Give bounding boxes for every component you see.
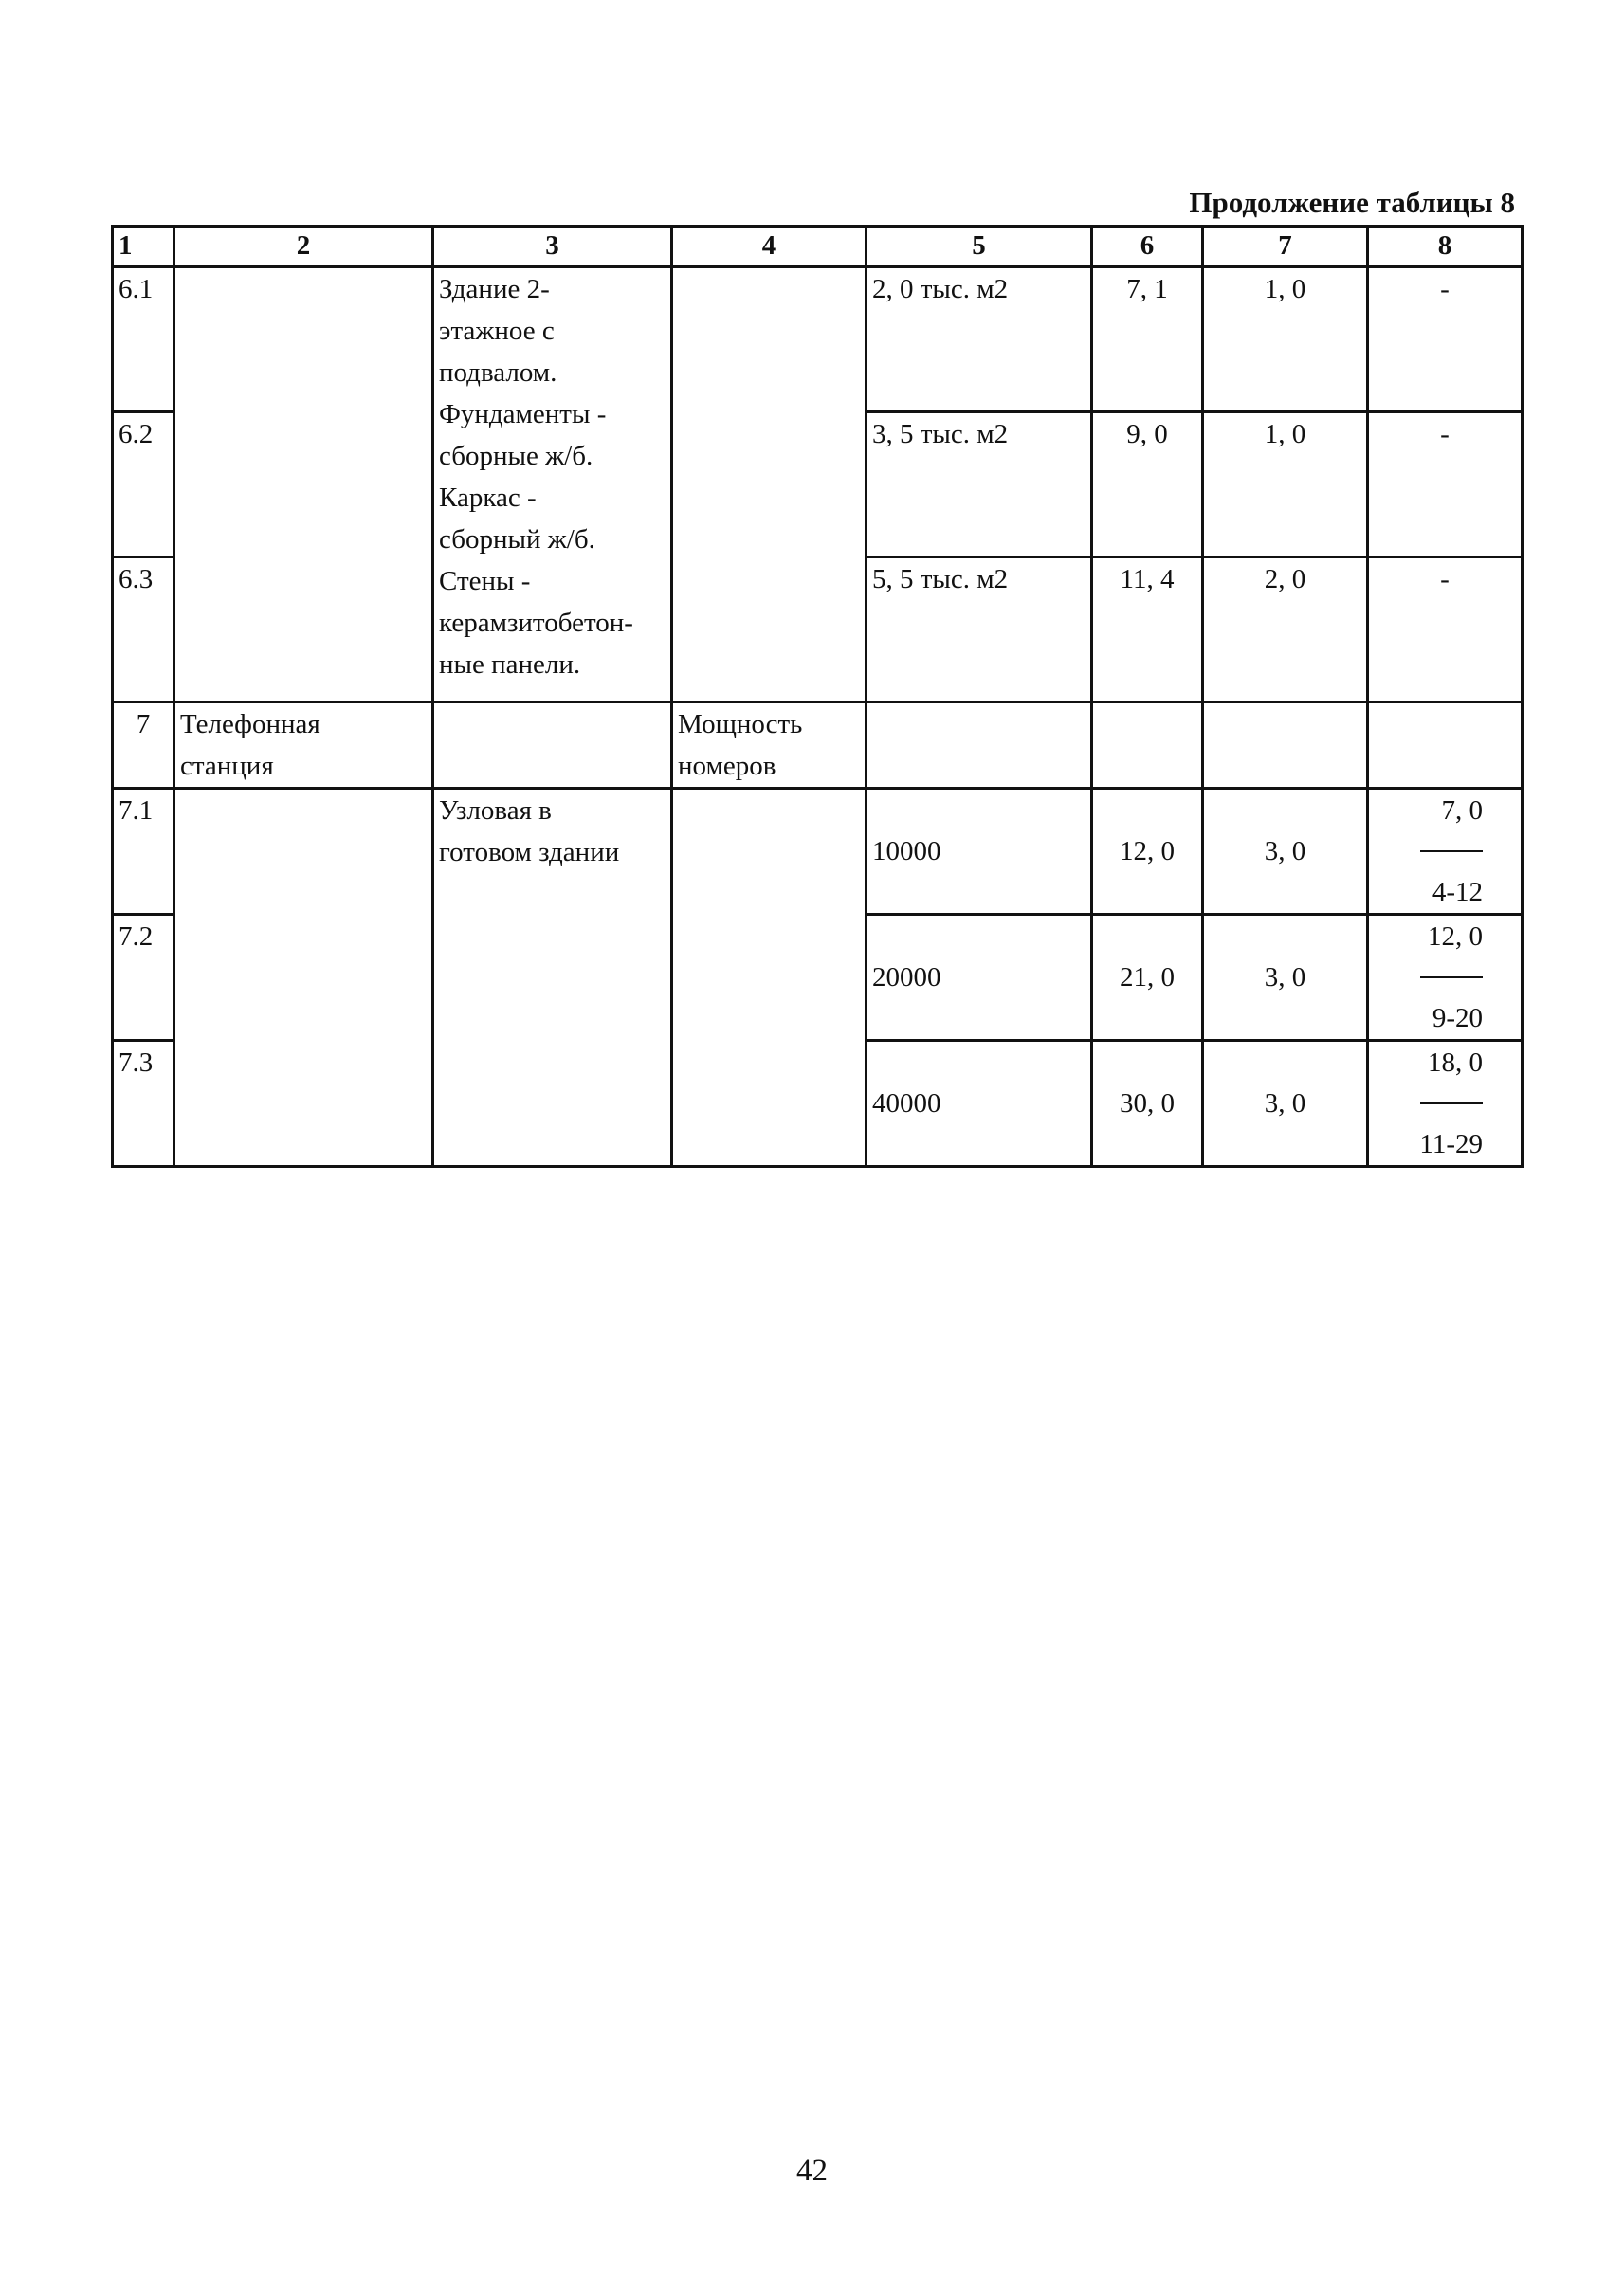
- header-cell: 1: [113, 227, 174, 267]
- description-line: готовом здании: [439, 837, 620, 867]
- range-cell: [1368, 915, 1523, 1041]
- description-line: ные панели.: [439, 649, 581, 680]
- range-cell: [1368, 789, 1523, 915]
- header-cell: 3: [433, 227, 672, 267]
- value-cell: -: [1368, 557, 1523, 702]
- range-bounds: 11-29: [1419, 1129, 1483, 1159]
- page-number: 42: [796, 2154, 828, 2188]
- value-cell: -: [1368, 412, 1523, 557]
- capacity-cell: 2, 0 тыс. м2: [867, 267, 1092, 412]
- value-cell: 7, 1: [1092, 267, 1203, 412]
- row-number: 7.2: [113, 915, 174, 1041]
- header-cell: 5: [867, 227, 1092, 267]
- name-cell: [174, 267, 433, 702]
- value-cell: 30, 0: [1092, 1041, 1203, 1167]
- header-cell: 8: [1368, 227, 1523, 267]
- unit-line: Мощность: [678, 709, 803, 739]
- value-cell: [1368, 702, 1523, 789]
- range-cell: [1368, 1041, 1523, 1167]
- row-number: 6.2: [113, 412, 174, 557]
- description-line: сборные ж/б.: [439, 441, 593, 471]
- value-cell: 3, 0: [1203, 789, 1368, 915]
- table-row: [113, 789, 1523, 915]
- value-cell: -: [1368, 267, 1523, 412]
- value-cell: 9, 0: [1092, 412, 1203, 557]
- header-cell: 4: [672, 227, 867, 267]
- capacity-cell: 5, 5 тыс. м2: [867, 557, 1092, 702]
- description-line: керамзитобетон-: [439, 608, 633, 638]
- range-bounds: 4-12: [1432, 877, 1483, 907]
- table-row: [113, 702, 1523, 789]
- row-number: 7.1: [113, 789, 174, 915]
- description-line: Стены -: [439, 566, 531, 596]
- value-cell: 11, 4: [1092, 557, 1203, 702]
- name-cell: [174, 789, 433, 1167]
- unit-cell: [672, 267, 867, 702]
- unit-line: номеров: [678, 751, 776, 781]
- description-line: Фундаменты -: [439, 399, 607, 429]
- range-value: 7, 0: [1441, 795, 1483, 826]
- capacity-cell: 20000: [867, 915, 1092, 1041]
- data-table: [111, 225, 1524, 1168]
- description-line: подвалом.: [439, 357, 557, 388]
- table-caption: Продолжение таблицы 8: [1189, 186, 1515, 219]
- range-bounds: 9-20: [1432, 1003, 1483, 1033]
- table-row: [113, 267, 1523, 412]
- description-cell: [433, 789, 672, 1167]
- name-cell: [174, 702, 433, 789]
- row-number: 6.3: [113, 557, 174, 702]
- range-separator: [1420, 850, 1483, 852]
- range-value: 18, 0: [1428, 1048, 1483, 1078]
- description-line: этажное с: [439, 316, 555, 346]
- value-cell: 3, 0: [1203, 915, 1368, 1041]
- capacity-cell: [867, 702, 1092, 789]
- description-cell: [433, 267, 672, 702]
- description-cell: [433, 702, 672, 789]
- value-cell: 1, 0: [1203, 267, 1368, 412]
- table-header-row: [113, 227, 1523, 267]
- capacity-cell: 10000: [867, 789, 1092, 915]
- value-cell: 2, 0: [1203, 557, 1368, 702]
- capacity-cell: 3, 5 тыс. м2: [867, 412, 1092, 557]
- value-cell: [1203, 702, 1368, 789]
- value-cell: 12, 0: [1092, 789, 1203, 915]
- row-number: 6.1: [113, 267, 174, 412]
- range-value: 12, 0: [1428, 921, 1483, 952]
- value-cell: 1, 0: [1203, 412, 1368, 557]
- description-line: Каркас -: [439, 483, 537, 513]
- range-separator: [1420, 976, 1483, 978]
- name-line: Телефонная: [180, 709, 320, 739]
- capacity-cell: 40000: [867, 1041, 1092, 1167]
- header-cell: 2: [174, 227, 433, 267]
- unit-cell: [672, 789, 867, 1167]
- description-line: сборный ж/б.: [439, 524, 595, 555]
- description-line: Узловая в: [439, 795, 552, 826]
- header-cell: 7: [1203, 227, 1368, 267]
- range-separator: [1420, 1102, 1483, 1104]
- description-line: Здание 2-: [439, 274, 550, 304]
- value-cell: [1092, 702, 1203, 789]
- value-cell: 21, 0: [1092, 915, 1203, 1041]
- value-cell: 3, 0: [1203, 1041, 1368, 1167]
- row-number: 7.3: [113, 1041, 174, 1167]
- name-line: станция: [180, 751, 274, 781]
- row-number: 7: [113, 702, 174, 789]
- header-cell: 6: [1092, 227, 1203, 267]
- unit-cell: [672, 702, 867, 789]
